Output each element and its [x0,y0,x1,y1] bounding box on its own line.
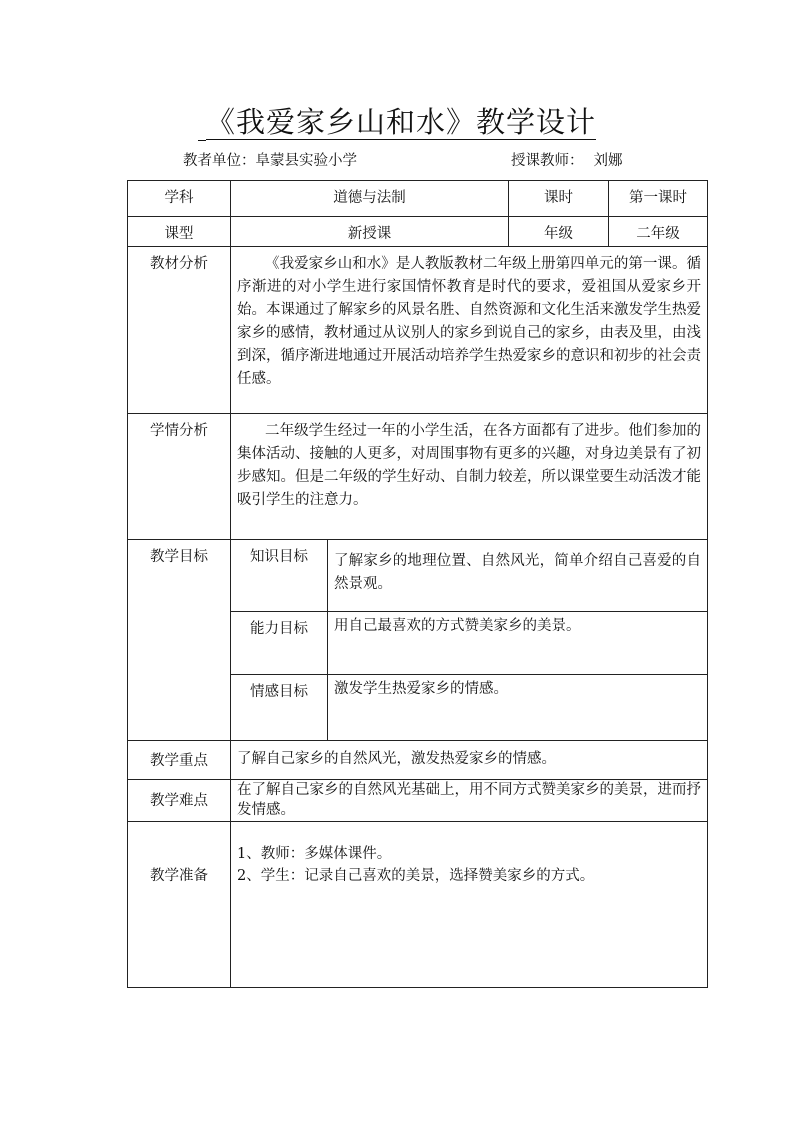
period-label: 课时 [509,181,609,217]
prep-cell [231,822,708,988]
grade-label: 年级 [509,217,609,247]
period-value: 第一课时 [609,181,708,217]
school-value: 阜蒙县实验小学 [255,153,357,169]
difficulty-label: 教学难点 [128,780,231,822]
subject-label: 学科 [128,181,231,217]
goal-knowledge-text: 了解家乡的地理位置、自然风光，简单介绍自己喜爱的自然景观。 [328,540,708,612]
type-label: 课型 [128,217,231,247]
material-label: 教材分析 [128,247,231,414]
lesson-plan-table [127,180,708,988]
prep-item-1: 1、教师：多媒体课件。 [237,846,392,862]
subject-value: 道德与法制 [231,181,509,217]
material-cell [231,247,708,414]
type-value: 新授课 [231,217,509,247]
table-row-key [128,741,708,780]
teacher-label: 授课教师： [511,153,584,169]
key-label: 教学重点 [128,741,231,780]
material-text: 《我爱家乡山和水》是人教版教材二年级上册第四单元的第一课。循序渐进的对小学生进行家国情怀教育是时代的要求，爱祖国从爱家乡开始。本课通过了解家乡的风景名胜、自然资源和文化生活来激发学生热爱家乡的感情，教材通过从议别人的家乡到说自己的家乡，由表及里，由浅到深，循序渐进地通过开展活动培养学生热爱家乡的意识和初步的社会责任感。 [237,256,701,387]
prep-item-2: 2、学生：记录自己喜欢的美景，选择赞美家乡的方式。 [237,868,595,884]
document-title: 《我爱家乡山和水》教学设计 [0,100,794,141]
table-row-subject [128,181,708,217]
table-row-learner [128,414,708,540]
table-row-difficulty [128,780,708,822]
teacher-value: 刘娜 [593,153,623,169]
table-row-material [128,247,708,414]
goal-ability-text: 用自己最喜欢的方式赞美家乡的美景。 [328,612,708,675]
learner-text: 二年级学生经过一年的小学生活，在各方面都有了进步。他们参加的集体活动、接触的人更多，对周围事物有更多的兴趣，对身边美景有了初步感知。但是二年级的学生好动、自制力较差，所以课堂要生动活泼才能吸引学生的注意力。 [237,423,701,508]
title-underline-lead [198,110,206,141]
table-row-prep [128,822,708,988]
grade-value: 二年级 [609,217,708,247]
table-row-type [128,217,708,247]
goal-knowledge-label: 知识目标 [231,540,328,612]
goal-ability-label: 能力目标 [231,612,328,675]
prep-label: 教学准备 [128,822,231,988]
school-info [183,149,357,170]
table-row-goal-knowledge [128,540,708,612]
key-text: 了解自己家乡的自然风光，激发热爱家乡的情感。 [231,741,708,780]
goals-label: 教学目标 [128,540,231,741]
learner-cell [231,414,708,540]
school-label: 教者单位： [183,153,256,169]
difficulty-text: 在了解自己家乡的自然风光基础上，用不同方式赞美家乡的美景，进而抒发情感。 [231,780,708,822]
learner-label: 学情分析 [128,414,231,540]
teacher-info [511,149,623,170]
goal-emotion-text: 激发学生热爱家乡的情感。 [328,675,708,741]
goal-emotion-label: 情感目标 [231,675,328,741]
